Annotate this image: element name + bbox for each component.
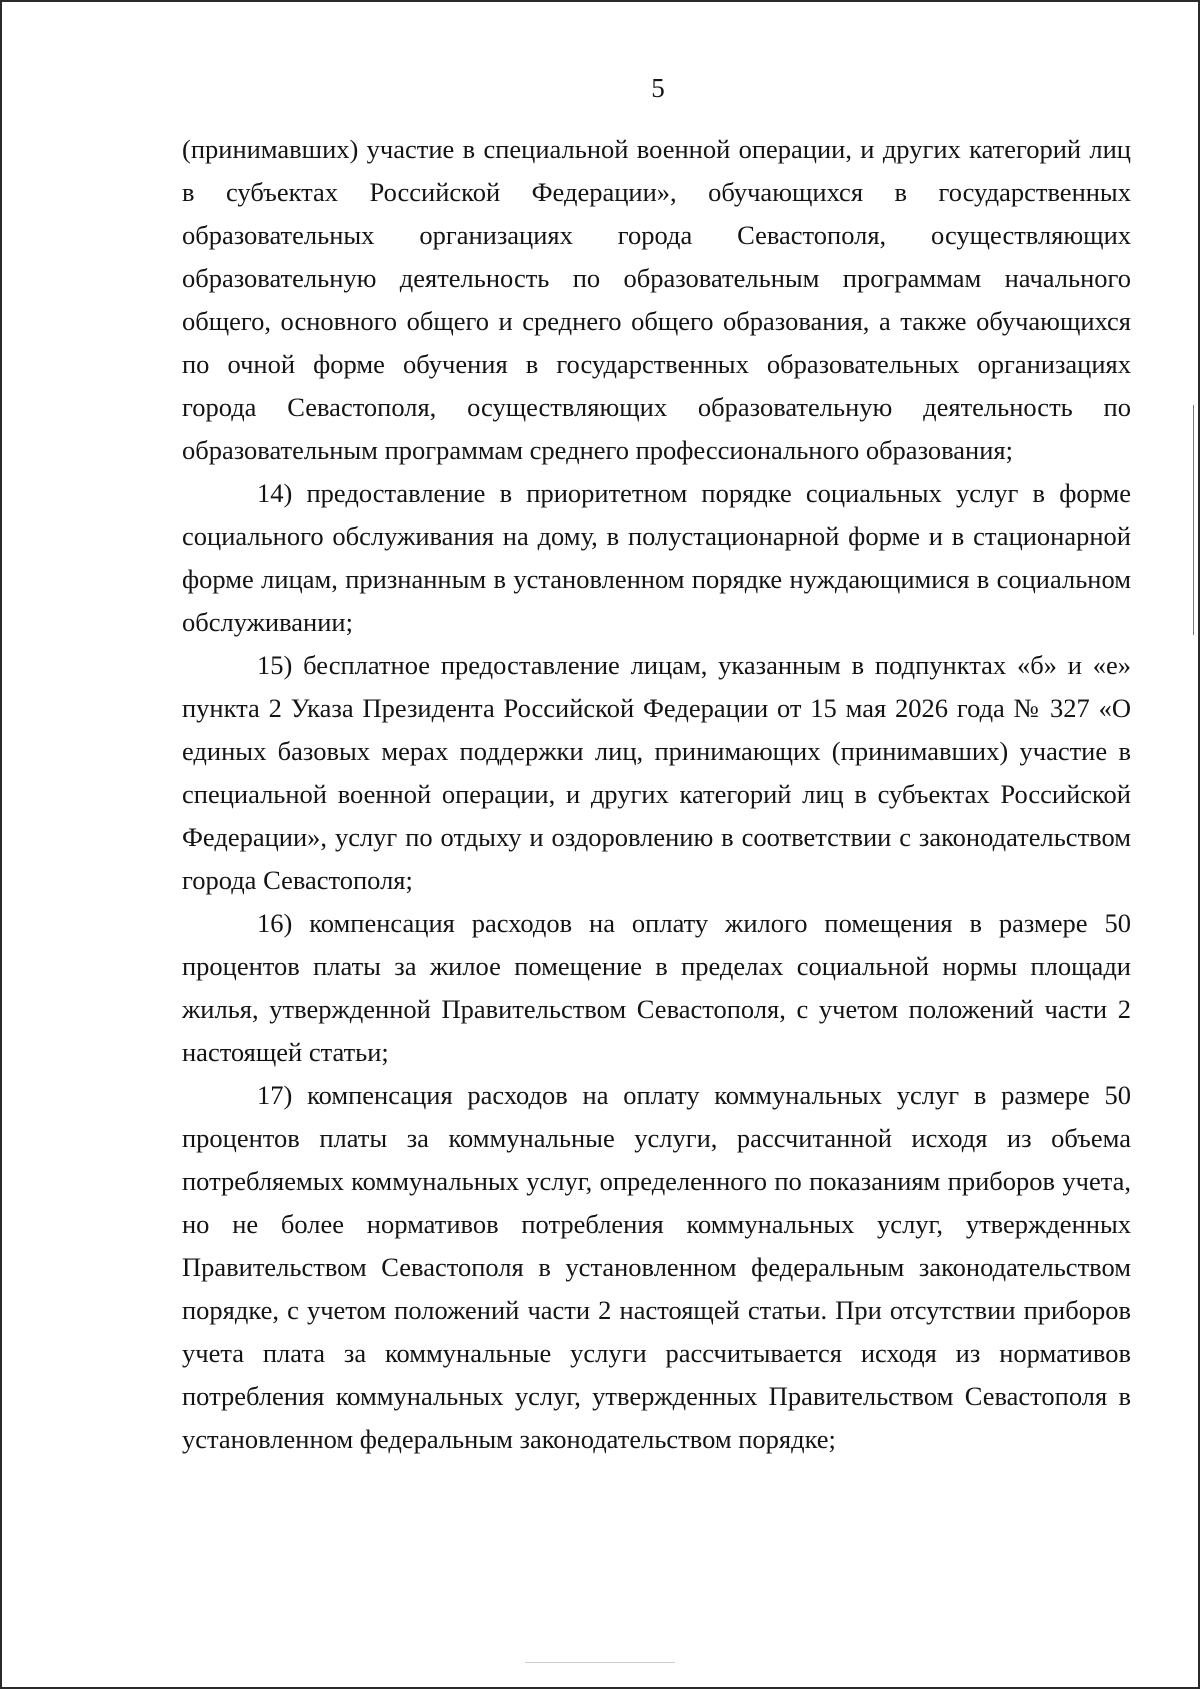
scan-artifact-line [1193, 405, 1194, 635]
document-body [182, 128, 1131, 1461]
scan-border-left [0, 0, 2, 1689]
paragraph-continuation: (принимавших) участие в специальной военной операции, и других категорий лиц в субъектах Российской Федерации», обучающихся в государственных образовательных организациях города Севастополя, осуществляющих образовательную деятельность по образовательным программам начального общего, основного общего и среднего общего образования, а также обучающихся по очной форме обучения в государственных образовательных организациях города Севастополя, осуществляющих образовательную деятельность по образовательным программам среднего профессионального образования; [182, 134, 1131, 465]
scan-border-top [0, 0, 1200, 2]
paragraph-item-15: 15) бесплатное предоставление лицам, указанным в подпунктах «б» и «е» пункта 2 Указа Президента Российской Федерации от 15 мая 2026 года № 327 «О единых базовых мерах поддержки лиц, принимающих (принимавших) участие в специальной военной операции, и других категорий лиц в субъектах Российской Федерации», услуг по отдыху и оздоровлению в соответствии с законодательством города Севастополя; [182, 650, 1131, 895]
paragraph-item-17: 17) компенсация расходов на оплату коммунальных услуг в размере 50 процентов платы за коммунальные услуги, рассчитанной исходя из объема потребляемых коммунальных услуг, определенного по показаниям приборов учета, но не более нормативов потребления коммунальных услуг, утвержденных Правительством Севастополя в установленном федеральным законодательством порядке, с учетом положений части 2 настоящей статьи. При отсутствии приборов учета плата за коммунальные услуги рассчитывается исходя из нормативов потребления коммунальных услуг, утвержденных Правительством Севастополя в установленном федеральным законодательством порядке; [182, 1080, 1131, 1454]
paragraph-item-16: 16) компенсация расходов на оплату жилого помещения в размере 50 процентов платы за жилое помещение в пределах социальной нормы площади жилья, утвержденной Правительством Севастополя, с учетом положений части 2 настоящей статьи; [182, 908, 1131, 1067]
paragraph-item-14: 14) предоставление в приоритетном порядке социальных услуг в форме социального обслуживания на дому, в полустационарной форме и в стационарной форме лицам, признанным в установленном порядке нуждающимися в социальном обслуживании; [182, 478, 1131, 637]
bottom-divider [525, 1662, 675, 1663]
page-number: 5 [651, 73, 665, 103]
